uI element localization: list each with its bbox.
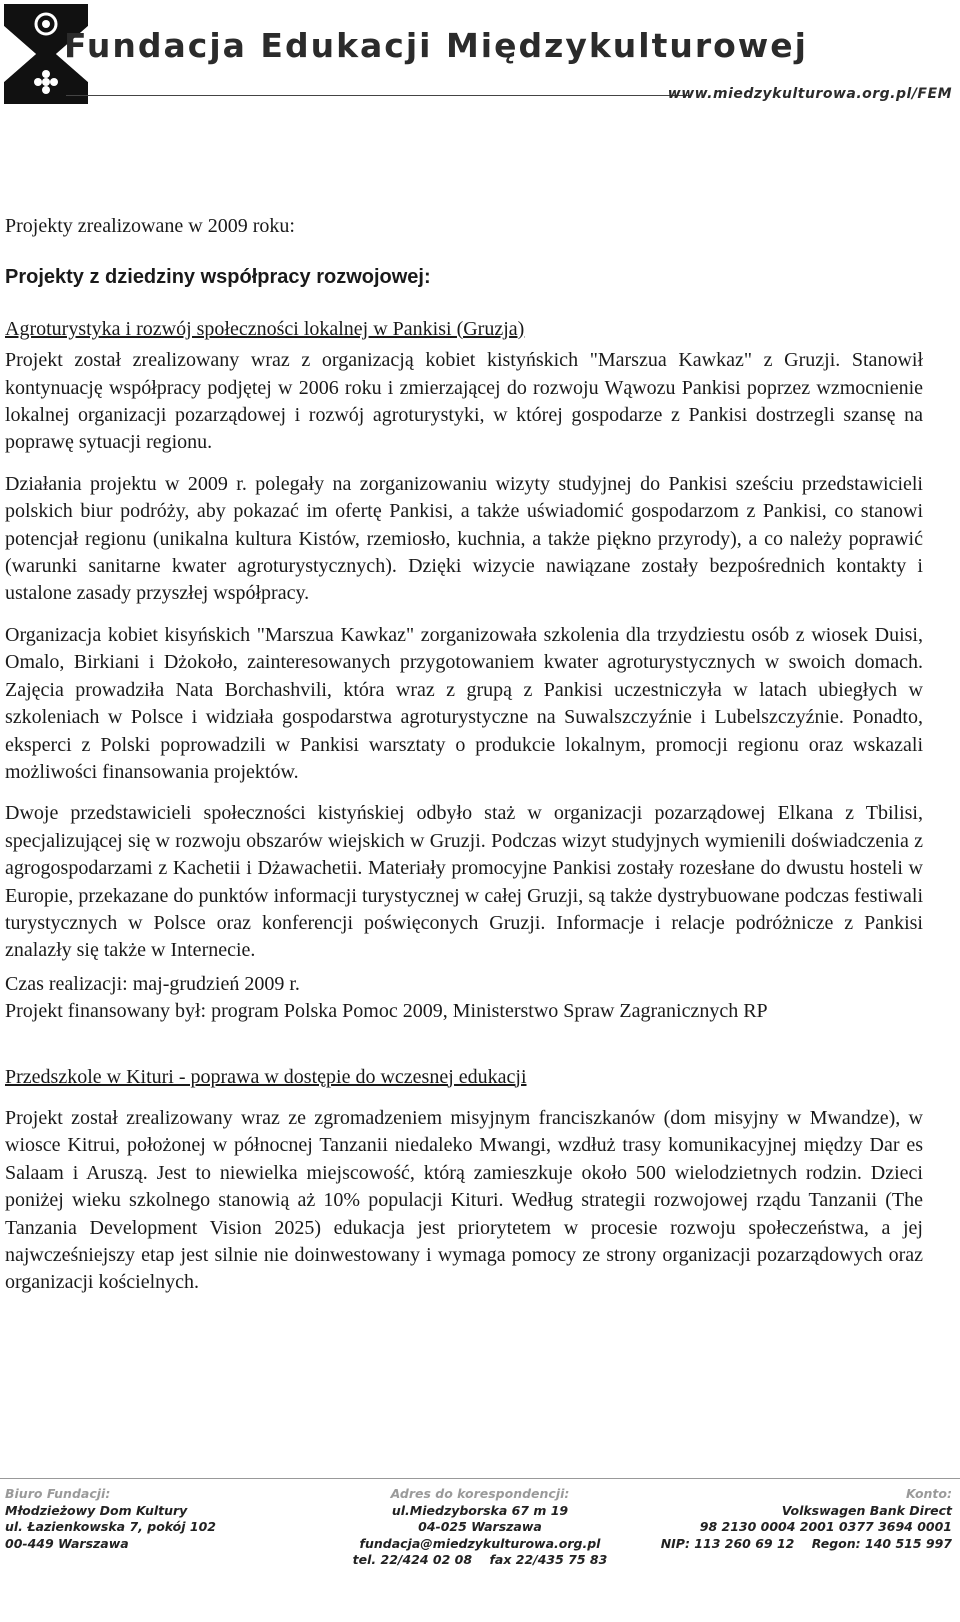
footer-line: Młodzieżowy Dom Kultury	[5, 1502, 188, 1518]
footer-correspondence-address	[300, 1486, 660, 1569]
intro-line: Projekty zrealizowane w 2009 roku:	[5, 215, 295, 237]
footer-line: ul.Miedzyborska 67 m 19	[391, 1502, 569, 1518]
footer-label: Biuro Fundacji:	[5, 1486, 111, 1501]
footer-line: 98 2130 0004 2001 0377 3694 0001	[699, 1519, 952, 1534]
footer-phone: tel. 22/424 02 08 fax 22/435 75 83	[352, 1552, 608, 1567]
footer-office-address	[5, 1486, 216, 1552]
project-title-kituri: Przedszkole w Kituri - poprawa w dostępie do wczesnej edukacji	[5, 1065, 527, 1088]
footer-line: NIP: 113 260 69 12 Regon: 140 515 997	[660, 1535, 952, 1551]
paragraph: Projekt został zrealizowany wraz ze zgromadzeniem misyjnym franciszkanów (dom misyjny w Mwandze), w wiosce Kitrui, położonej w północnej Tanzanii niedaleko Mwangi, wzdłuż trasy komunikacyjnej między Dar es Salaam i Aruszą. Jest to niewielka miejscowość, którą zamieszkuje około 500 wielodzietnych rodzin. Dzieci poniżej wieku szkolnego stanowią aż 10% populacji Kituri. Według strategii rozwojowej rządu Tanzanii (The Tanzania Development Vision 2025) edukacja jest priorytetem w procesie rozwoju społeczeństwa, a jej najwcześniejszy etap jest silnie nie doinwestowany i wymaga pomocy ze strony organizacji pozarządowych oraz organizacji kościelnych.	[5, 1106, 923, 1294]
paragraph: Organizacja kobiet kisyńskich "Marszua Kawkaz" zorganizowała szkolenia dla trzydziestu osób z wiosek Duisi, Omalo, Birkiani i Dżokoło, zainteresowanych przygotowaniem kwater agroturystycznych w swoich domach. Zajęcia prowadziła Nata Borchashvili, która wraz z grupą z Pankisi uczestniczyła w latach ubiegłych w szkoleniach w Polsce i widziała gospodarstwa agroturystyczne na Suwalszczyźnie i Lubelszczyźnie. Ponadto, eksperci z Polski poprowadzili w Pankisi warsztaty o produkcie lokalnym, promocji regionu oraz wskazali możliwości finansowania projektów.	[5, 623, 923, 783]
paragraph: Dwoje przedstawicieli społeczności kistyńskiej odbyło staż w organizacji pozarządowej Elkana z Tbilisi, specjalizującej się w rozwoju obszarów wiejskich w Gruzji. Podczas wizyt studyjnych wymienili doświadczenia z agrogospodarzami z Kachetii i Dżawachetii. Materiały promocyjne Pankisi zostały rozesłane do dwustu hosteli w Europie, przekazane do punktów informacji turystycznej w całej Gruzji, są także dystrybuowane podczas festiwali turystycznych w Polsce oraz konferencji poświęconych Gruzji. Informacje i relacje podróżnicze z Pankisi znalazły się także w Internecie.	[5, 802, 923, 962]
section-heading: Projekty z dziedziny współpracy rozwojowej:	[5, 266, 431, 289]
footer-bank-account	[661, 1486, 952, 1552]
document-body	[5, 213, 923, 1297]
paragraph: Projekt został zrealizowany wraz z organizacją kobiet kistyńskich "Marszua Kawkaz" z Gruzji. Stanowił kontynuację współpracy podjętej w 2006 roku i zmierzającej do rozwoju Wąwozu Pankisi poprzez wzmocnienie lokalnej organizacji pozarządowej i rozwój agroturystyki, w której gospodarze z Pankisi dostrzegli szansę na poprawę sytuacji regionu.	[5, 349, 923, 454]
footer-line: Volkswagen Bank Direct	[781, 1502, 952, 1518]
foundation-name: Fundacja Edukacji Międzykulturowej	[64, 26, 808, 65]
footer-divider	[0, 1478, 960, 1479]
footer-email[interactable]: fundacja@miedzykulturowa.org.pl	[359, 1535, 601, 1551]
project-funding: Projekt finansowany był: program Polska Pomoc 2009, Ministerstwo Spraw Zagranicznych RP	[5, 1000, 768, 1023]
header-divider	[66, 95, 688, 96]
website-url[interactable]: www.miedzykulturowa.org.pl/FEM	[667, 86, 952, 102]
project-title-pankisi: Agroturystyka i rozwój społeczności lokalnej w Pankisi (Gruzja)	[5, 317, 525, 340]
project-time: Czas realizacji: maj-grudzień 2009 r.	[5, 972, 300, 995]
footer-line: 00-449 Warszawa	[5, 1535, 129, 1551]
paragraph: Działania projektu w 2009 r. polegały na zorganizowaniu wizyty studyjnej do Pankisi sześciu przedstawicieli polskich biur podróży, aby pokazać im ofertę Pankisi, a także uświadomić gospodarzom z Pankisi, co stanowi potencjał regionu (unikalna kultura Kistów, rzemiosło, kuchnia, a także piękno przyrody), a co należy poprawić (warunki sanitarne kwater agroturystycznych). Dzięki wizycie nawiązane zostały bezpośrednich kontakty i ustalone zasady przyszłej współpracy.	[5, 472, 923, 605]
letterhead-footer	[0, 1478, 960, 1622]
footer-line: 04-025 Warszawa	[418, 1519, 542, 1534]
footer-line: ul. Łazienkowska 7, pokój 102	[5, 1519, 216, 1534]
letterhead	[0, 0, 960, 110]
footer-label: Adres do korespondencji:	[390, 1486, 570, 1501]
footer-label: Konto:	[905, 1486, 952, 1501]
